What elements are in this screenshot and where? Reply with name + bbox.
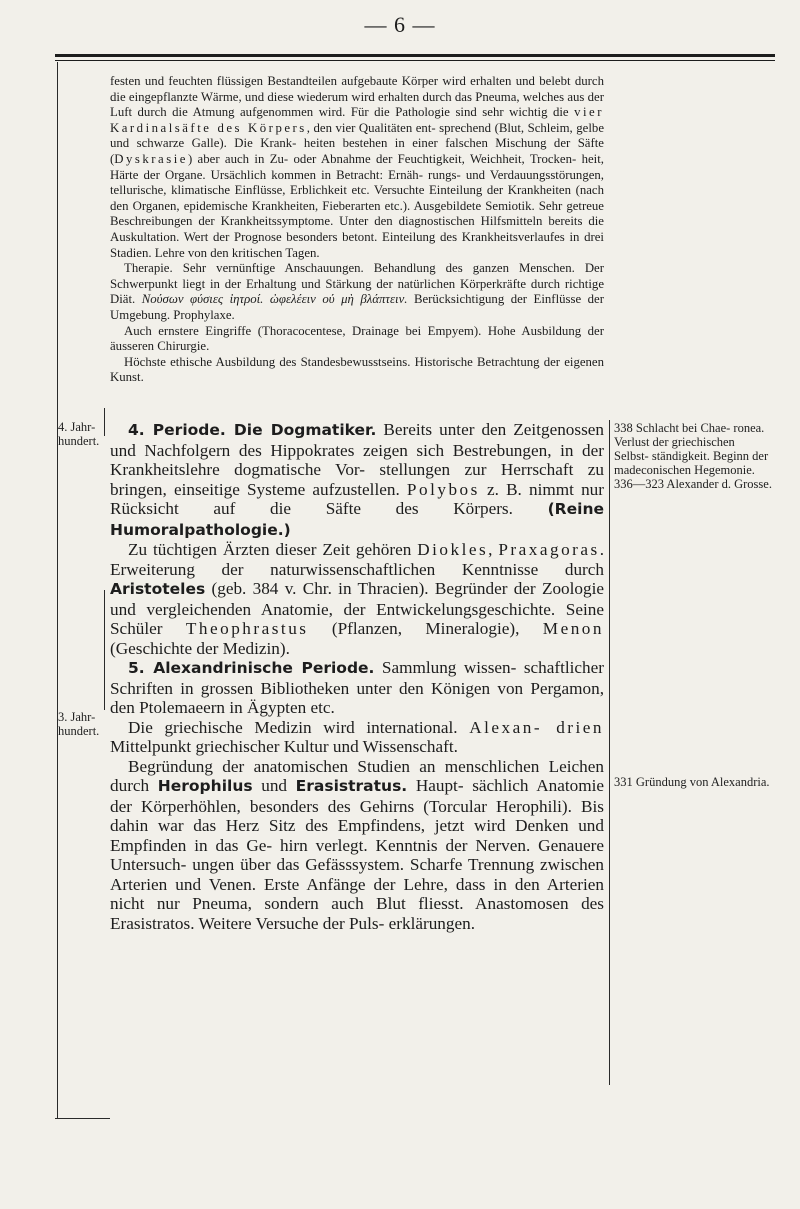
main-body xyxy=(110,420,604,933)
summary-paragraph-ethics: Höchste ethische Ausbildung des Standesbewusstseins. Historische Betrachtung der eigenen Kunst. xyxy=(110,354,604,385)
margin-note-alexandria: 331 Gründung von Alexandria. xyxy=(614,775,770,789)
hippocratic-summary xyxy=(110,74,604,386)
margin-note-chaeronea-text: 338 Schlacht bei Chae- ronea. Verlust der griechischen Selbst- ständigkeit. Beginn der madeconischen Hegemonie. xyxy=(614,421,769,477)
margin-note-chaeronea xyxy=(614,421,772,491)
margin-note-3-jahrhundert: 3. Jahr- hundert. xyxy=(58,710,100,738)
left-margin-end-rule xyxy=(55,1118,110,1119)
section-4-paragraph: 4. Periode. Die Dogmatiker. Bereits unter den Zeitgenossen und Nachfolgern des Hippokrates zeigen sich Bestrebungen, in der Krankheitslehre dogmatische Vor- stellungen zur Herrschaft zu bringen, einseitige Systeme aufzustellen. Polybos z. B. nimmt nur Rücksicht auf die Säfte des Körpers. (Reine Humoralpathologie.) xyxy=(110,420,604,539)
section-5-paragraph: 5. Alexandrinische Periode. Sammlung wissen- schaftlicher Schriften in grossen Bibliotheken unter den Königen von Pergamon, den Ptolemaeern in Ägypten etc. xyxy=(110,658,604,717)
section-4-physicians: Zu tüchtigen Ärzten dieser Zeit gehören Diokles, Praxagoras. Erweiterung der naturwissenschaftlichen Kenntnisse durch Aristoteles (geb. 384 v. Chr. in Thracien). Begründer der Zoologie und vergleichenden Anatomie, der Entwickelungsgeschichte. Seine Schüler Theophrastus (Pflanzen, Mineralogie), Menon (Geschichte der Medizin). xyxy=(110,540,605,658)
left-margin-divider-upper xyxy=(104,408,105,436)
margin-note-4-jahrhundert: 4. Jahr- hundert. xyxy=(58,420,100,448)
section-5-anatomy: Begründung der anatomischen Studien an menschlichen Leichen durch Herophilus und Erasistratus. Haupt- sächlich Anatomie der Körperhöhlen, besonders des Gehirns (Torcular Herophili). Bis dahin war das Herz Sitz des Empfindens, jetzt wird Denken und Empfinden in das Ge- hirn verlegt. Kenntnis der Nerven. Genauere Untersuch- ungen über das Gefässsystem. Scharfe Trennung zwischen Arterien und Venen. Erste Anfänge der Lehre, dass in den Arterien nicht nur Pneuma, sondern auch Blut fliesst. Anastomosen des Erasistratos. Weitere Versuche der Puls- erklärungen. xyxy=(110,756,604,933)
summary-paragraph-surgery: Auch ernstere Eingriffe (Thoracocentese, Drainage bei Empyem). Hohe Ausbildung der äusseren Chirurgie. xyxy=(110,323,604,354)
section-4-heading: 4. Periode. Die Dogmatiker. xyxy=(128,421,377,439)
left-margin-border xyxy=(57,62,88,1118)
summary-paragraph-pathology: festen und feuchten flüssigen Bestandteilen aufgebaute Körper wird erhalten und belebt durch die eingepflanzte Wärme, und diese wiederum wird erhalten durch das Pneuma, welches aus der Luft durch die Atmung aufgenommen wird. Für die Pathologie sind sehr wichtig die vier Kardinalsäfte des Körpers, den vier Qualitäten ent- sprechend (Blut, Schleim, gelbe und schwarze Galle). Die Krank- heiten bestehen in einer falschen Mischung der Säfte (Dyskrasie) aber auch in Zu- oder Abnahme der Feuchtigkeit, Weichheit, Trocken- heit, Härte der Organe. Ursächlich kommen in Betracht: Ernäh- rungs- und Verdauungsstörungen, tellurische, klimatische Einflüsse, Erblichkeit etc. Versuchte Einteilung der Krankheiten (nach den Organen, epidemische Krankheiten, Fieberarten etc.). Ausgebildete Semiotik. Sehr getreue Beschreibungen der Krankheitssymptome. Unter den diagnostischen Hilfsmitteln bereits die Auskultation. Wert der Prognose besonders betont. Einteilung des Krankheitsverlaufes in drei Stadien. Lehre von den kritischen Tagen. xyxy=(110,74,604,260)
left-margin-divider-lower xyxy=(104,590,105,710)
section-5-international: Die griechische Medizin wird international. Alexan- drien Mittelpunkt griechischer Kultur und Wissenschaft. xyxy=(110,717,605,756)
page-number: — 6 — xyxy=(364,12,436,37)
header-rule-thin xyxy=(55,60,775,61)
margin-note-alexander: 336—323 Alexander d. Grosse. xyxy=(614,477,772,491)
right-margin-divider xyxy=(609,420,610,1085)
section-5-heading: 5. Alexandrinische Periode. xyxy=(128,659,375,677)
header-rule-thick xyxy=(55,54,775,57)
summary-paragraph-therapy: Therapie. Sehr vernünftige Anschauungen. Behandlung des ganzen Menschen. Der Schwerpunkt liegt in der Erhaltung und Stärkung der natürlichen Körperkräfte durch richtige Diät. Νούσων φύσιες ἰητροί. ὠφελέειν ού μὴ βλάπτειν. Berücksichtigung der Einflüsse der Umgebung. Prophylaxe. xyxy=(110,261,604,322)
